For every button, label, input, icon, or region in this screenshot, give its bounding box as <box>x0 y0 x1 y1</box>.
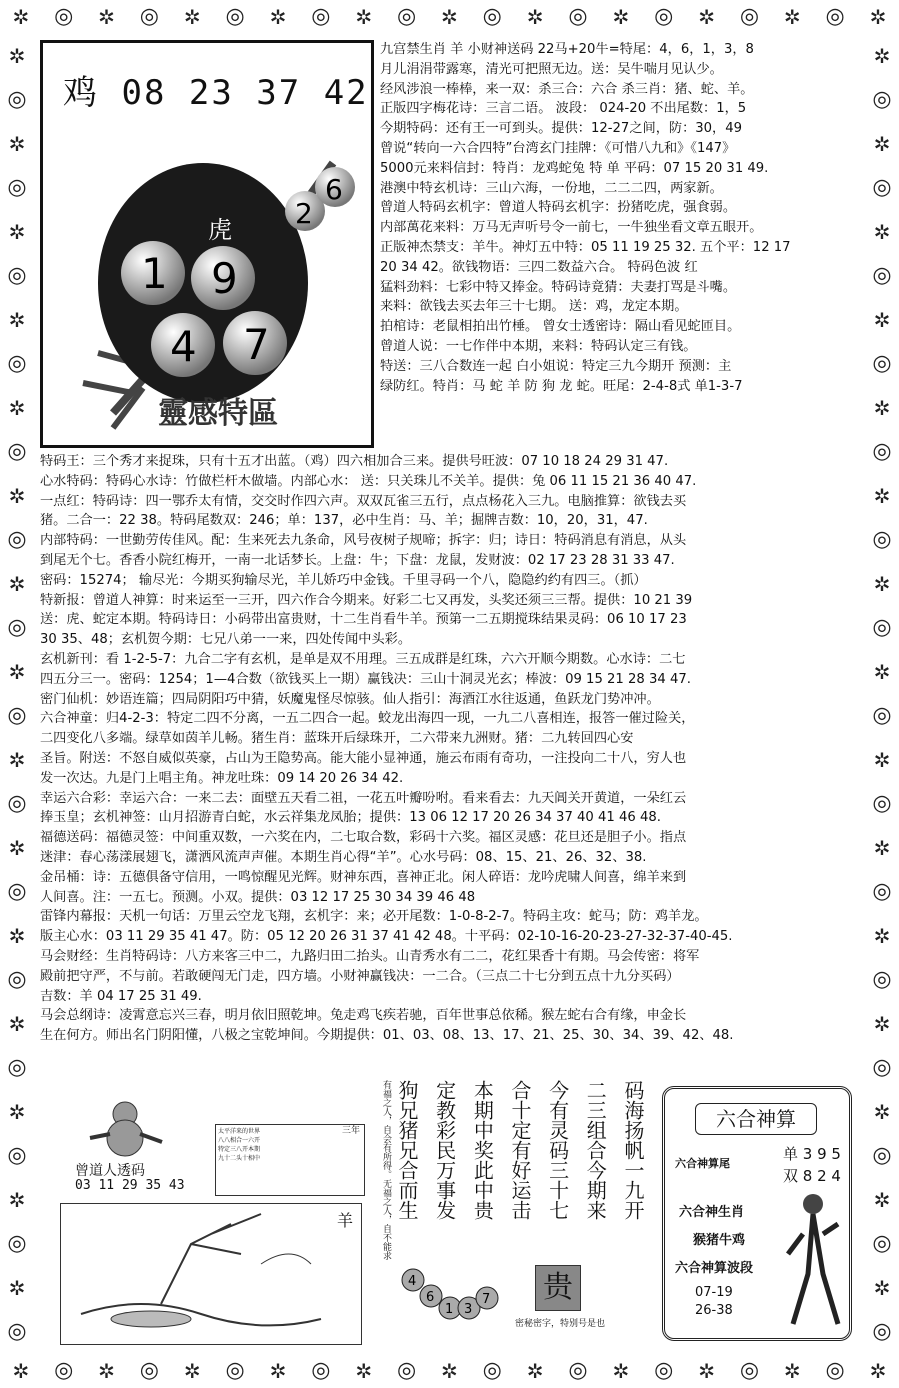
ornament-icon: ✲ <box>698 5 715 29</box>
ball-digit: 7 <box>482 1292 491 1307</box>
lucky-box <box>40 40 374 448</box>
poem-column: 合十定有好运击 <box>507 1080 532 1220</box>
panel-wave-1: 07-19 <box>695 1285 733 1300</box>
text-line: 人间喜。注：一五七。预测。小双。提供：03 12 17 25 30 34 39 46 48 <box>40 889 476 905</box>
text-line: 内部萬花来料：万马无声听号令一前七，一牛独坐看文章五眼开。 <box>380 220 763 236</box>
text-line: 到尾无个七。香香小院红梅开，一南一北话梦长。上盘：牛；下盘：龙鼠，发财波：02 17 23 28 31 33 47. <box>40 552 675 568</box>
right-border <box>865 34 899 1354</box>
ornament-icon: ✲ <box>612 1359 630 1383</box>
ornament-icon: ✲ <box>612 5 630 29</box>
spiral-icon: ◎ <box>825 4 845 29</box>
ball-top-label: 虎 <box>208 216 232 244</box>
spiral-icon: ◎ <box>872 1319 892 1344</box>
ornament-icon: ✲ <box>873 308 891 332</box>
text-line: 生在何方。师出名门阴阳懂，八极之宝乾坤间。今期提供：01、03、08、13、17、21、25、30、34、39、42、48. <box>40 1028 734 1044</box>
ornament-icon: ✲ <box>441 1359 458 1383</box>
ornament-icon: ✲ <box>8 836 26 860</box>
text-line: 迷津：春心荡漾展翅飞，潇洒风流声声催。本期生肖心得“羊”。心水号码：08、15、21、26、32、38. <box>40 849 647 865</box>
ornament-icon: ✲ <box>869 5 887 29</box>
egg-illustration <box>43 123 371 443</box>
spiral-icon: ◎ <box>825 1358 845 1383</box>
ornament-icon: ✲ <box>8 220 26 244</box>
ball-digit: 4 <box>408 1274 417 1289</box>
spiral-icon: ◎ <box>7 263 27 288</box>
spiral-icon: ◎ <box>872 703 892 728</box>
text-line: 玄机新刊：看 1-2-5-7：九合二字有玄机，是单是双不用理。三五成群是红珠，六六开顺今期数。心水诗：二七 <box>40 651 686 667</box>
panel-tail-label: 六合神算尾 <box>675 1157 730 1170</box>
spiral-icon: ◎ <box>654 1358 674 1383</box>
text-line: 30 35、48；玄机贺今期：七兄八弟一一来，四处传闻中头彩。 <box>40 632 412 648</box>
spiral-icon: ◎ <box>7 351 27 376</box>
ornament-icon: ✲ <box>873 396 891 420</box>
ornament-icon: ✲ <box>8 1100 26 1124</box>
lucky-zodiac: 鸡 <box>63 73 99 113</box>
spiral-icon: ◎ <box>872 615 892 640</box>
zeng-label: 曾道人透码 <box>75 1163 145 1179</box>
ornament-icon: ✲ <box>873 748 891 772</box>
ornament-icon: ✲ <box>873 220 891 244</box>
ornament-icon: ✲ <box>441 5 458 29</box>
ornament-icon: ✲ <box>183 1359 201 1383</box>
ornament-icon: ✲ <box>8 572 26 596</box>
spiral-icon: ◎ <box>7 1231 27 1256</box>
sheep-drawing-box <box>60 1203 362 1345</box>
ornament-icon: ✲ <box>783 1359 801 1383</box>
ornament-icon: ✲ <box>526 5 544 29</box>
bottom-border <box>0 1354 899 1388</box>
ornament-icon: ✲ <box>873 1012 891 1036</box>
poem-section <box>375 1080 645 1340</box>
ornament-icon: ✲ <box>8 1012 26 1036</box>
spiral-icon: ◎ <box>225 1358 245 1383</box>
text-line: 曾说“转向一六合四特”台湾玄门挂牌：《可惜八九和》《147》 <box>380 140 736 156</box>
text-line: 今期特码：还有王一可到头。提供：12-27之间，防：30，49 <box>380 121 743 137</box>
spiral-icon: ◎ <box>872 791 892 816</box>
text-line: 殿前把守严，不与前。若敢硬闯无门走，四方墙。小财神赢钱决：一二合。（三点二十七分到五点十九分买码） <box>40 968 680 984</box>
spiral-icon: ◎ <box>7 879 27 904</box>
ball-digit: 1 <box>445 1302 454 1317</box>
text-line: 特码王：三个秀才来捉珠，只有十五才出蓝。（鸡）四六相加合三来。提供号旺波：07 10 18 24 29 31 47. <box>40 454 669 469</box>
spiral-icon: ◎ <box>311 4 331 29</box>
spiral-icon: ◎ <box>311 1358 331 1383</box>
spiral-icon: ◎ <box>872 439 892 464</box>
text-line: 金吊桶：诗：五德俱备守信用，一鸣惊醒见光辉。财神东西，喜神正北。闲人碎语：龙吟虎啸人间喜，绵羊来到 <box>40 869 687 885</box>
spiral-icon: ◎ <box>7 967 27 992</box>
ornament-icon: ✲ <box>698 1359 715 1383</box>
ornament-icon: ✲ <box>8 44 26 68</box>
right-column <box>380 40 862 396</box>
spiral-icon: ◎ <box>139 1358 159 1383</box>
ball-digit: 3 <box>464 1302 473 1317</box>
spiral-icon: ◎ <box>872 263 892 288</box>
text-line: 特送：三八合数连一起 白小姐说：特定三九今期开 预测：主 <box>380 358 732 374</box>
ball-number: 4 <box>170 322 197 371</box>
spiral-icon: ◎ <box>739 4 760 29</box>
text-line: 送：虎、蛇定本期。特码诗日：小码带出富贵财，十二生肖看牛羊。预第一二五期搅珠结果灵码：06 10 17 23 <box>40 612 687 628</box>
lucky-numbers <box>63 65 369 114</box>
panel-shengxiao: 猴猪牛鸡 <box>693 1233 746 1248</box>
ornament-icon: ✲ <box>8 1276 26 1300</box>
ornament-icon: ✲ <box>873 572 891 596</box>
ball-number: 9 <box>211 254 238 303</box>
spiral-icon: ◎ <box>7 87 27 112</box>
text-line: 圣旨。附送：不怒自威似英豪，占山为王隐势高。能大能小显神通，施云布雨有奇功，一注投向二十八，穷人也 <box>40 750 687 766</box>
small-grid-tag: 三年 <box>341 1126 360 1136</box>
spiral-icon: ◎ <box>872 527 892 552</box>
ornament-icon: ✲ <box>183 5 201 29</box>
text-line: 正版神杰禁支：羊牛。神灯五中特：05 11 19 25 32. 五个平：12 17 <box>380 239 791 255</box>
ornament-icon: ✲ <box>873 1188 891 1212</box>
spiral-icon: ◎ <box>225 4 245 29</box>
text-line: 幸运六合彩：幸运六合：一来二去：面壁五天看二祖，一花五叶瓣吩咐。看来看去：九天阊关开黄道，一朵红云 <box>40 790 687 806</box>
spiral-icon: ◎ <box>872 175 892 200</box>
gourd-icon <box>80 1098 170 1158</box>
spiral-icon: ◎ <box>7 1143 27 1168</box>
spiral-icon: ◎ <box>568 1358 588 1383</box>
text-line: 福德送码：福德灵签：中间重双数，一六奖在内，二七取合数，彩码十六奖。福区灵感：花旦还是胆子小。指点 <box>40 830 687 846</box>
text-line: 九宫禁生肖 羊 小财神送码 22马+20牛=特尾：4，6，1，3，8 <box>380 42 754 57</box>
ornament-icon: ✲ <box>783 5 801 29</box>
text-line: 一点红：特码诗：四一鄂乔太有情，交交时作四六声。双双瓦雀三五行，点点杨花入三九。电脑推算：欲钱去买 <box>40 493 687 509</box>
ball-digit: 6 <box>426 1290 435 1305</box>
panel-title: 六合神算 <box>695 1103 817 1135</box>
ornament-icon: ✲ <box>526 1359 544 1383</box>
text-line: 四五分三一。密码：1254；1—4合数（欲钱买上一期）赢钱决：三山十洞灵光玄；棒波：09 15 21 28 34 47. <box>40 671 691 687</box>
small-ball-number: 2 <box>295 197 313 230</box>
deity-figure-icon <box>783 1184 843 1334</box>
ornament-icon: ✲ <box>269 1359 287 1383</box>
text-line: 猪。二合一：22 38。特码尾数双：246；单：137，必中生肖：马、羊；掘牌吉数：10，20，31，47. <box>40 513 648 529</box>
small-grid <box>215 1124 365 1196</box>
liuhe-panel <box>662 1086 852 1341</box>
text-line: 密码：15274； 输尽光：今期买狗输尽光，羊儿娇巧中金钱。千里寻码一个八，隐隐约约有四三。（抓） <box>40 572 647 588</box>
ornament-icon: ✲ <box>355 5 373 29</box>
spiral-icon: ◎ <box>872 87 892 112</box>
panel-double: 双 8 2 4 <box>783 1167 841 1185</box>
ornament-icon: ✲ <box>8 660 26 684</box>
ball-number: 7 <box>243 320 270 369</box>
poem-column: 狗兄猪兄合而生 <box>395 1080 419 1220</box>
spiral-icon: ◎ <box>872 1055 892 1080</box>
text-line: 发一次达。九是门上唱主角。神龙吐珠：09 14 20 26 34 42. <box>40 770 404 786</box>
main-column <box>40 452 862 1046</box>
lucky-number-list: 08 23 37 42 <box>121 73 369 113</box>
panel-shengxiao-label: 六合神生肖 <box>679 1205 745 1220</box>
spiral-icon: ◎ <box>7 1319 27 1344</box>
panel-single: 单 3 9 5 <box>783 1145 841 1163</box>
ornament-icon: ✲ <box>269 5 287 29</box>
ornament-icon: ✲ <box>873 660 891 684</box>
text-line: 经风涉浪一棒棒，来一双：杀三合：六合 杀三肖：猪、蛇、羊。 <box>380 81 754 97</box>
brand-title: 靈感特區 <box>158 396 278 431</box>
text-line: 正版四字梅花诗：三言二语。 波段： 024-20 不出尾数：1，5 <box>380 101 747 117</box>
ornament-icon: ✲ <box>98 5 115 29</box>
sheep-label: 羊 <box>336 1211 353 1230</box>
ornament-icon: ✲ <box>8 1188 26 1212</box>
small-ball-number: 6 <box>325 173 343 206</box>
page-content <box>40 40 862 1352</box>
lizard-branch-icon <box>61 1204 357 1340</box>
ornament-icon: ✲ <box>873 484 891 508</box>
spiral-icon: ◎ <box>739 1358 760 1383</box>
spiral-icon: ◎ <box>482 1358 502 1383</box>
spiral-icon: ◎ <box>396 1358 417 1383</box>
spiral-icon: ◎ <box>654 4 674 29</box>
text-line: 马会财经：生肖特码诗：八方来客三中二，九路归田二抬头。山青秀水有二二，花红果香十有期。马会传密：将军 <box>40 948 700 964</box>
bottom-area <box>40 1080 862 1350</box>
spiral-icon: ◎ <box>7 703 27 728</box>
text-line: 心水特码：特码心水诗：竹做栏杆木做墙。内部心水： 送：只关珠儿不关羊。提供：兔 06 11 15 21 36 40 47. <box>40 473 697 489</box>
text-line: 来料：欲钱去买去年三十七期。 送：鸡，龙定本期。 <box>380 299 688 315</box>
ornament-icon: ✲ <box>8 132 26 156</box>
poem-column: 定教彩民万事发 <box>432 1080 457 1220</box>
spiral-icon: ◎ <box>7 527 27 552</box>
text-line: 特新报：曾道人神算：时来运至一三开，四六作合今期来。好彩二七又再发，头奖还须三三帮。提供：10 21 39 <box>40 592 693 608</box>
ornament-icon: ✲ <box>873 132 891 156</box>
ornament-icon: ✲ <box>873 44 891 68</box>
spiral-icon: ◎ <box>54 4 74 29</box>
top-border <box>0 0 899 34</box>
poem-side-note: 有福之人，自会有所得。无福之人，自不能求 <box>381 1080 391 1260</box>
ornament-icon: ✲ <box>12 5 30 29</box>
ornament-icon: ✲ <box>869 1359 887 1383</box>
spiral-icon: ◎ <box>396 4 417 29</box>
ball-number: 1 <box>141 249 168 298</box>
small-grid-line: 八八相合一六开 <box>218 1137 261 1144</box>
gui-caption: 密秘密字，特别号是也 <box>515 1319 606 1329</box>
text-line: 版主心水：03 11 29 35 41 47。防：05 12 20 26 31 37 41 42 48。十平码：02-10-16-20-23-27-32-37-40-45. <box>40 929 733 945</box>
poem-columns <box>395 1080 645 1260</box>
text-line: 吉数：羊 04 17 25 31 49. <box>40 988 202 1004</box>
spiral-icon: ◎ <box>7 791 27 816</box>
small-grid-line: 九十二头十相中 <box>218 1155 261 1162</box>
left-border <box>0 34 34 1354</box>
spiral-icon: ◎ <box>7 175 27 200</box>
ornament-icon: ✲ <box>873 1276 891 1300</box>
spiral-icon: ◎ <box>7 615 27 640</box>
text-line: 马会总纲诗：凌霄意忘兴三春，明月依旧照乾坤。兔走鸡飞疾若驰，百年世事总依稀。猴左蛇右合有缘，申金长 <box>40 1008 687 1024</box>
spiral-icon: ◎ <box>872 1231 892 1256</box>
text-line: 猛料劲料：七彩中特又捧金。特码诗竟猜：夫妻打骂是斗嘴。 <box>380 279 737 295</box>
text-line: 捧玉皇；玄机神签：山月招游青白蛇，水云祥集龙凤胎；提供：13 06 12 17 20 26 34 37 40 41 46 48. <box>40 810 661 826</box>
small-grid-line: 特定三八开本期 <box>218 1146 261 1153</box>
poem-column: 二三组合今期来 <box>583 1080 608 1220</box>
ornament-icon: ✲ <box>873 836 891 860</box>
panel-wave-label: 六合神算波段 <box>675 1261 754 1276</box>
ornament-icon: ✲ <box>8 308 26 332</box>
ornament-icon: ✲ <box>873 924 891 948</box>
zeng-numbers: 03 11 29 35 43 <box>75 1178 185 1193</box>
zeng-section <box>60 1098 370 1348</box>
poem-column: 今有灵码三十七 <box>545 1080 570 1220</box>
gui-character: 贵 <box>535 1265 581 1311</box>
text-line: 六合神童：归4-2-3：特定二四不分离，一五二四合一起。蛟龙出海四一现，一九二八喜相连，报答一催过险关， <box>40 711 695 727</box>
spiral-icon: ◎ <box>568 4 588 29</box>
text-line: 曾道人特码玄机字：曾道人特码玄机字：扮猪吃虎，强食弱。 <box>380 200 737 216</box>
spiral-icon: ◎ <box>872 967 892 992</box>
text-line: 密门仙机：妙语连篇；四局阴阳巧中猜，妖魔鬼怪尽惊骇。仙人指引：海酒江水往返通，鱼跃龙门势冲冲。 <box>40 691 660 707</box>
ornament-icon: ✲ <box>8 924 26 948</box>
spiral-icon: ◎ <box>482 4 502 29</box>
poem-column: 本期中奖此中贵 <box>470 1080 495 1220</box>
number-balls <box>395 1250 505 1330</box>
ornament-icon: ✲ <box>8 396 26 420</box>
text-line: 月儿涓涓带露寒，清光可把照无边。送：吴牛喘月见认少。 <box>380 61 723 77</box>
spiral-icon: ◎ <box>7 1055 27 1080</box>
text-line: 内部特码：一世勤劳传佳风。配：生来死去九条命，风号夜树子规啼；拆字：归；诗日：特码消息有消息，从头 <box>40 533 687 549</box>
text-line: 20 34 42。欲钱物语：三四二数益六合。 特码色波 红 <box>380 259 698 275</box>
spiral-icon: ◎ <box>7 439 27 464</box>
spiral-icon: ◎ <box>54 1358 74 1383</box>
ornament-icon: ✲ <box>8 748 26 772</box>
ornament-icon: ✲ <box>873 1100 891 1124</box>
small-grid-line: 太平洋来的世界 <box>218 1128 261 1135</box>
spiral-icon: ◎ <box>872 351 892 376</box>
text-line: 二四变化八多端。绿草如茵羊儿畅。猪生肖：蓝珠开后绿珠开，二六带来九洲财。猪：二九转回四心安 <box>40 731 634 747</box>
ornament-icon: ✲ <box>355 1359 373 1383</box>
ornament-icon: ✲ <box>8 484 26 508</box>
text-line: 绿防红。特肖：马 蛇 羊 防 狗 龙 蛇。旺尾：2-4-8式 单1-3-7 <box>380 378 743 394</box>
text-line: 港澳中特玄机诗：三山六海，一份地，二二二四，两家新。 <box>380 180 723 196</box>
text-line: 5000元来料信封：特肖：龙鸡蛇兔 特 单 平码：07 15 20 31 49. <box>380 160 769 176</box>
spiral-icon: ◎ <box>872 1143 892 1168</box>
text-line: 曾道人说：一七作伴中本期，来料：特码认定三有钱。 <box>380 338 697 354</box>
spiral-icon: ◎ <box>139 4 159 29</box>
text-line: 雷锋内幕报：天机一句话：万里云空龙飞翔，玄机字：来；必开尾数：1-0-8-2-7。特码主攻：蛇马；防：鸡羊龙。 <box>40 909 708 925</box>
text-line: 拍棺诗：老鼠相拍出竹棰。 曾女士透密诗：隔山看见蛇匝目。 <box>380 319 741 335</box>
ornament-icon: ✲ <box>98 1359 115 1383</box>
poem-column: 码海扬帆一九开 <box>620 1080 645 1220</box>
ornament-icon: ✲ <box>12 1359 30 1383</box>
spiral-icon: ◎ <box>872 879 892 904</box>
panel-wave-2: 26-38 <box>695 1303 733 1318</box>
